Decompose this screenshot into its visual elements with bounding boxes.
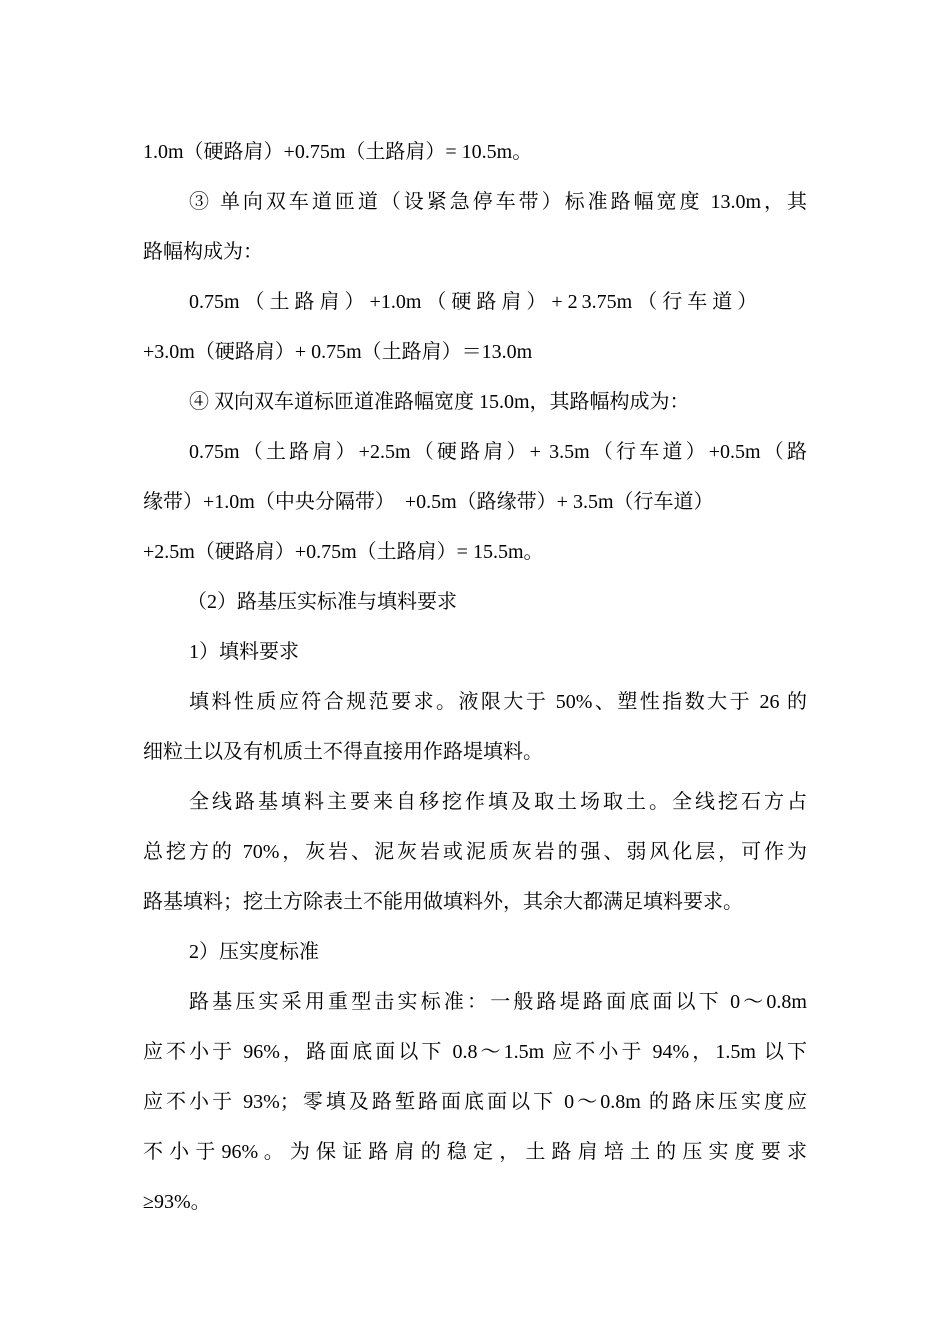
subsection-heading: 1）填料要求 bbox=[189, 641, 299, 663]
paragraph-line: 路基压实采用重型击实标准：一般路堤路面底面以下 0～0.8m bbox=[189, 991, 807, 1013]
paragraph-line: 缘带）+1.0m（中央分隔带） +0.5m（路缘带）+ 3.5m（行车道） bbox=[143, 491, 714, 513]
paragraph-line: 路幅构成为： bbox=[143, 241, 263, 263]
paragraph-line: 全线路基填料主要来自移挖作填及取土场取土。全线挖石方占 bbox=[189, 791, 807, 813]
paragraph-line: 细粒土以及有机质土不得直接用作路堤填料。 bbox=[143, 741, 543, 763]
subsection-heading: 2）压实度标准 bbox=[189, 941, 319, 963]
paragraph-line: +2.5m（硬路肩）+0.75m（土路肩）= 15.5m。 bbox=[143, 541, 544, 563]
paragraph-line: 路基填料；挖土方除表土不能用做填料外，其余大都满足填料要求。 bbox=[143, 891, 743, 913]
paragraph-line: 0.75m （ 土 路 肩 ） +1.0m （ 硬 路 肩 ） + 2 3.75m （ 行 车 道 ） bbox=[189, 291, 758, 313]
paragraph-line: ③ 单向双车道匝道（设紧急停车带）标准路幅宽度 13.0m，其 bbox=[189, 191, 807, 213]
section-heading: （2）路基压实标准与填料要求 bbox=[187, 591, 457, 613]
paragraph-line: 0.75m（土路肩）+2.5m（硬路肩）+ 3.5m（行车道）+0.5m（路 bbox=[189, 441, 807, 463]
paragraph-line: 应不小于 96%，路面底面以下 0.8～1.5m 应不小于 94%，1.5m 以下 bbox=[143, 1041, 807, 1063]
paragraph-line: 应不小于 93%；零填及路堑路面底面以下 0～0.8m 的路床压实度应 bbox=[143, 1091, 807, 1113]
document-body bbox=[143, 127, 807, 1227]
paragraph-line: 不 小 于 96% 。 为 保 证 路 肩 的 稳 定 ， 土 路 肩 培 土 的 压 实 度 要 求 bbox=[143, 1141, 807, 1163]
paragraph-line: ≥93%。 bbox=[143, 1191, 211, 1213]
paragraph-line: ④ 双向双车道标匝道准路幅宽度 15.0m，其路幅构成为： bbox=[189, 391, 690, 413]
paragraph-line: +3.0m（硬路肩）+ 0.75m（土路肩）＝13.0m bbox=[143, 341, 533, 363]
paragraph-line: 填料性质应符合规范要求。液限大于 50%、塑性指数大于 26 的 bbox=[189, 691, 807, 713]
paragraph-line: 1.0m（硬路肩）+0.75m（土路肩）= 10.5m。 bbox=[143, 141, 533, 163]
paragraph-line: 总挖方的 70%，灰岩、泥灰岩或泥质灰岩的强、弱风化层，可作为 bbox=[143, 841, 807, 863]
